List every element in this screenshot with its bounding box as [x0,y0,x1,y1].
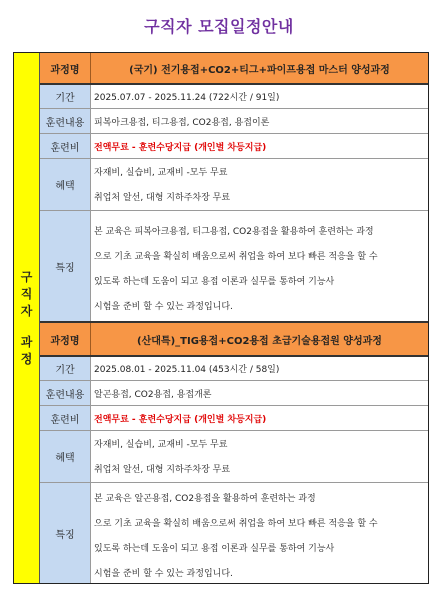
side-char: 자 [20,303,33,318]
feature-values [91,483,428,583]
period-label: 기간 [40,85,91,108]
fee-label: 훈련비 [40,134,91,158]
content-row [40,109,428,134]
content-value: 알곤용접, CO2용접, 용접개론 [94,389,212,400]
fee-value: 전액무료 - 훈련수당지급 (개인별 차등지급) [94,142,267,153]
feature-row [40,483,428,583]
period-row [40,85,428,109]
benefit-values [91,159,428,210]
feature-line: 있도록 하는데 도움이 되고 용접 이론과 실무를 통하여 기능사 [94,277,335,287]
content-label: 훈련내용 [40,381,91,405]
course-header-row [40,323,428,357]
feature-line: 시험을 준비 할 수 있는 과정입니다. [94,302,233,312]
benefit-row [40,431,428,483]
course-header-row [40,53,428,85]
period-value: 2025.08.01 - 2025.11.04 (453시간 / 58일) [94,365,280,375]
feature-label: 특징 [40,483,91,583]
course-name: (국기) 전기용접+CO2+티그+파이프용접 마스터 양성과정 [129,64,390,76]
content-value: 피복아크용접, 티그용접, CO2용접, 용접이론 [94,117,270,128]
course-name: (산대특)_TIG용접+CO2용접 초급기술용접원 양성과정 [137,335,382,347]
period-label: 기간 [40,357,91,380]
feature-row [40,211,428,323]
period-value: 2025.07.07 - 2025.11.24 (722시간 / 91일) [94,93,280,103]
fee-value: 전액무료 - 훈련수당지급 (개인별 차등지급) [94,414,267,425]
fee-value-cell [91,134,428,158]
schedule-table [13,52,429,584]
fee-value-cell [91,406,428,430]
side-char: 과 [20,334,33,349]
feature-line: 본 교육은 피복아크용접, 티그용접, CO2용접을 활용하여 훈련하는 과정 [94,227,374,237]
fee-label: 훈련비 [40,406,91,430]
page-title: 구직자 모집일정안내 [144,17,294,36]
course-name-label: 과정명 [40,53,91,83]
benefit-item: 취업처 알선, 대형 지하주차장 무료 [94,465,231,475]
course-name-label: 과정명 [40,323,91,355]
benefit-values [91,431,428,482]
feature-line: 본 교육은 알곤용접, CO2용접을 활용하여 훈련하는 과정 [94,494,316,504]
fee-row [40,406,428,431]
side-char: 직 [20,286,33,301]
feature-line: 으로 기초 교육을 확실히 배움으로써 취업을 하여 보다 빠른 적응을 할 수 [94,519,378,529]
period-row [40,357,428,381]
benefit-item: 취업처 알선, 대형 지하주차장 무료 [94,193,231,203]
fee-row [40,134,428,159]
side-category-label [14,53,40,583]
feature-label: 특징 [40,211,91,321]
benefit-label: 혜택 [40,159,91,210]
feature-values [91,211,428,321]
side-char: 구 [20,269,33,284]
benefit-item: 자재비, 실습비, 교재비 -모두 무료 [94,168,228,178]
benefit-label: 혜택 [40,431,91,482]
feature-line: 있도록 하는데 도움이 되고 용접 이론과 실무를 통하여 기능사 [94,544,335,554]
benefit-row [40,159,428,211]
side-char: 정 [20,351,33,366]
feature-line: 시험을 준비 할 수 있는 과정입니다. [94,569,233,579]
feature-line: 으로 기초 교육을 확실히 배움으로써 취업을 하여 보다 빠른 적응을 할 수 [94,252,378,262]
content-row [40,381,428,406]
benefit-item: 자재비, 실습비, 교재비 -모두 무료 [94,440,228,450]
content-label: 훈련내용 [40,109,91,133]
